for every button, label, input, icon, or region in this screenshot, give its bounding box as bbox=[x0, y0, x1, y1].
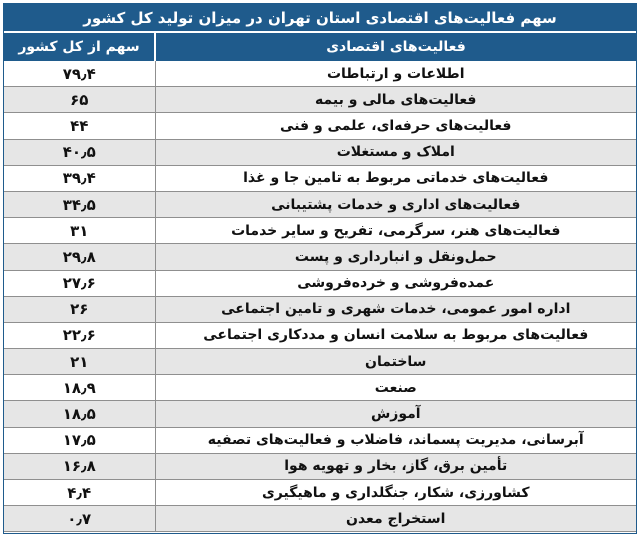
share-cell: ۴۴ bbox=[4, 113, 155, 139]
table-row bbox=[4, 453, 636, 479]
table-body bbox=[4, 61, 636, 532]
share-cell: ۳۴٫۵ bbox=[4, 191, 155, 217]
share-cell: ۲۱ bbox=[4, 349, 155, 375]
table-frame bbox=[3, 3, 637, 534]
share-cell: ۱۸٫۵ bbox=[4, 401, 155, 427]
share-cell: ۱۶٫۸ bbox=[4, 453, 155, 479]
table-row bbox=[4, 191, 636, 217]
activity-cell: آبرسانی، مدیریت پسماند، فاضلاب و فعالیت‌های تصفیه bbox=[155, 427, 636, 453]
activity-cell: حمل‌ونقل و انبارداری و پست bbox=[155, 244, 636, 270]
table-row bbox=[4, 139, 636, 165]
activity-cell: املاک و مستغلات bbox=[155, 139, 636, 165]
table-row bbox=[4, 165, 636, 191]
activity-cell: اداره امور عمومی، خدمات شهری و تامین اجتماعی bbox=[155, 296, 636, 322]
activity-cell: تأمین برق، گاز، بخار و تهویه هوا bbox=[155, 453, 636, 479]
share-cell: ۲۲٫۶ bbox=[4, 322, 155, 348]
table-row bbox=[4, 218, 636, 244]
table-row bbox=[4, 480, 636, 506]
table-row bbox=[4, 349, 636, 375]
activity-cell: آموزش bbox=[155, 401, 636, 427]
activity-cell: عمده‌فروشی و خرده‌فروشی bbox=[155, 270, 636, 296]
share-cell: ۴۰٫۵ bbox=[4, 139, 155, 165]
table-row bbox=[4, 322, 636, 348]
economic-activities-table bbox=[4, 31, 636, 532]
share-cell: ۶۵ bbox=[4, 87, 155, 113]
share-cell: ۲۹٫۸ bbox=[4, 244, 155, 270]
column-header-activity: فعالیت‌های اقتصادی bbox=[155, 32, 636, 61]
share-cell: ۴٫۴ bbox=[4, 480, 155, 506]
activity-cell: فعالیت‌های حرفه‌ای، علمی و فنی bbox=[155, 113, 636, 139]
activity-cell: استخراج معدن bbox=[155, 506, 636, 532]
table-row bbox=[4, 375, 636, 401]
activity-cell: اطلاعات و ارتباطات bbox=[155, 61, 636, 87]
share-cell: ۲۷٫۶ bbox=[4, 270, 155, 296]
share-cell: ۳۹٫۴ bbox=[4, 165, 155, 191]
activity-cell: کشاورزی، شکار، جنگلداری و ماهیگیری bbox=[155, 480, 636, 506]
share-cell: ۰٫۷ bbox=[4, 506, 155, 532]
share-cell: ۳۱ bbox=[4, 218, 155, 244]
table-row bbox=[4, 296, 636, 322]
share-cell: ۱۸٫۹ bbox=[4, 375, 155, 401]
activity-cell: فعالیت‌های خدماتی مربوط به تامین جا و غذا bbox=[155, 165, 636, 191]
table-title: سهم فعالیت‌های اقتصادی استان تهران در میزان تولید کل کشور bbox=[4, 4, 636, 31]
table-row bbox=[4, 401, 636, 427]
table-row bbox=[4, 113, 636, 139]
table-row bbox=[4, 270, 636, 296]
header-row bbox=[4, 32, 636, 61]
share-cell: ۲۶ bbox=[4, 296, 155, 322]
share-cell: ۱۷٫۵ bbox=[4, 427, 155, 453]
table-row bbox=[4, 506, 636, 532]
table-row bbox=[4, 244, 636, 270]
activity-cell: ساختمان bbox=[155, 349, 636, 375]
activity-cell: فعالیت‌های مربوط به سلامت انسان و مددکاری اجتماعی bbox=[155, 322, 636, 348]
table-row bbox=[4, 61, 636, 87]
activity-cell: فعالیت‌های هنر، سرگرمی، تفریح و سایر خدمات bbox=[155, 218, 636, 244]
activity-cell: فعالیت‌های اداری و خدمات پشتیبانی bbox=[155, 191, 636, 217]
column-header-share: سهم از کل کشور bbox=[4, 32, 155, 61]
activity-cell: صنعت bbox=[155, 375, 636, 401]
table-row bbox=[4, 427, 636, 453]
share-cell: ۷۹٫۴ bbox=[4, 61, 155, 87]
activity-cell: فعالیت‌های مالی و بیمه bbox=[155, 87, 636, 113]
table-row bbox=[4, 87, 636, 113]
